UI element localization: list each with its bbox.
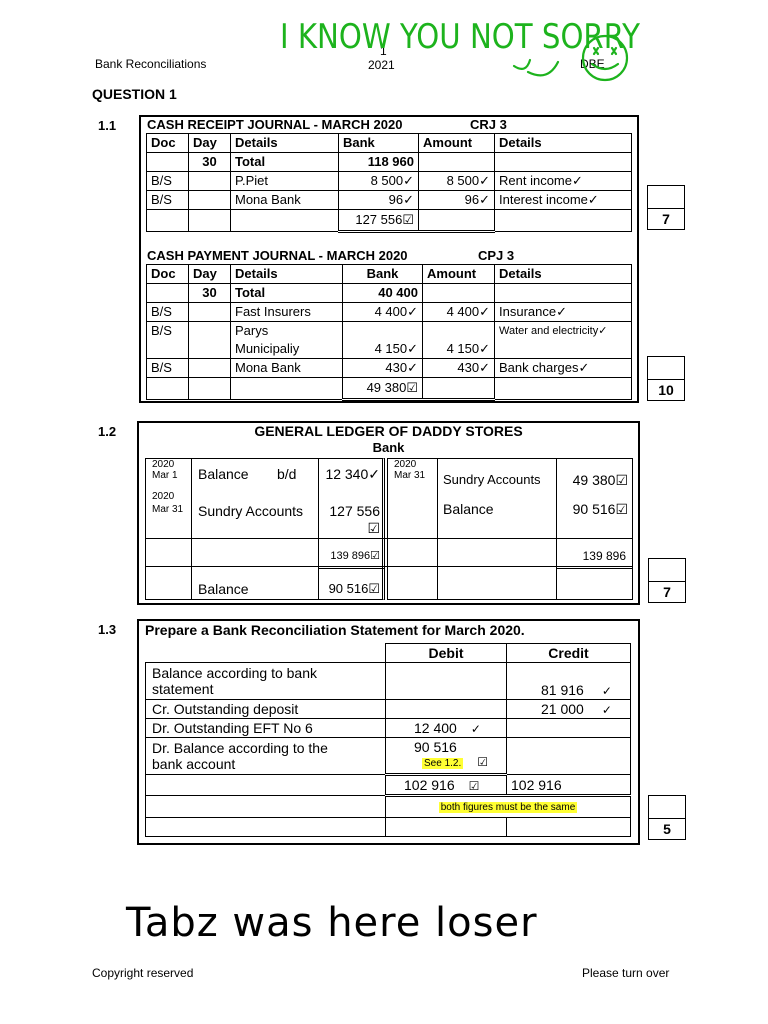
cpj-cell: 4 400✓ xyxy=(423,303,495,322)
header-year: 2021 xyxy=(368,58,395,72)
recon-debit xyxy=(386,700,507,719)
cpj-cell: Insurance✓ xyxy=(495,303,632,322)
recon-row xyxy=(146,663,631,700)
crj-cell: Mona Bank xyxy=(231,191,339,210)
cpj-cell xyxy=(423,284,495,303)
cpj-row xyxy=(147,322,632,341)
cpj-row xyxy=(147,359,632,378)
ledger-dr-amount-1: 12 340✓ xyxy=(325,466,380,482)
cpj-cell: Mona Bank xyxy=(231,359,343,378)
crj-total: 127 556☑ xyxy=(339,210,419,232)
graffiti-top-text: I KNOW YOU NOT SORRY xyxy=(280,17,640,57)
ledger-balance-amount: 90 516☑ xyxy=(328,581,380,596)
recon-credit xyxy=(507,663,631,700)
crj-cell: 96✓ xyxy=(419,191,495,210)
crj-cell: P.Piet xyxy=(231,172,339,191)
cpj-cell: Water and electricity✓ xyxy=(495,322,632,341)
cpj-cell: 430✓ xyxy=(423,359,495,378)
crj-ref: CRJ 3 xyxy=(470,117,507,132)
recon-row xyxy=(146,700,631,719)
cpj-total-row xyxy=(147,378,632,400)
recon-title: Prepare a Bank Reconciliation Statement for March 2020. xyxy=(145,622,525,638)
crj-cell: Interest income✓ xyxy=(495,191,632,210)
crj-cell: 96✓ xyxy=(339,191,419,210)
cpj-cell xyxy=(147,340,189,359)
recon-credit xyxy=(507,738,631,775)
ledger-cr-details-1: Sundry Accounts xyxy=(443,472,541,487)
ledger-dr-details-1: Balance xyxy=(198,466,249,482)
crj-cell: B/S xyxy=(147,191,189,210)
recon-desc: Balance according to bank statement xyxy=(146,663,386,700)
cpj-cell xyxy=(189,322,231,341)
ledger-title: GENERAL LEDGER OF DADDY STORES xyxy=(254,423,523,439)
cpj-row xyxy=(147,284,632,303)
recon-debit-value: 12 400 xyxy=(414,719,457,736)
ledger-dr-amount-2: 127 556 ☑ xyxy=(329,503,380,536)
recon-col-credit: Credit xyxy=(507,644,631,663)
q12-number: 1.2 xyxy=(98,424,117,439)
cpj-cell xyxy=(189,340,231,359)
footer-turn-over: Please turn over xyxy=(582,966,670,980)
recon-desc xyxy=(146,796,386,818)
crj-cell xyxy=(189,191,231,210)
ledger-cr-date-1: 2020 Mar 31 xyxy=(394,459,426,481)
q11-number: 1.1 xyxy=(98,118,117,133)
cpj-ref: CPJ 3 xyxy=(478,248,515,263)
cpj-cell: B/S xyxy=(147,359,189,378)
cpj-cell: B/S xyxy=(147,322,189,341)
crj-mark: 7 xyxy=(662,211,670,227)
cpj-cell: Total xyxy=(231,284,343,303)
recon-credit xyxy=(507,775,631,796)
ledger-cr-amount-2: 90 516☑ xyxy=(572,501,628,517)
recon-total-debit: 102 916 xyxy=(404,776,455,793)
recon-credit-value: 81 916 xyxy=(541,682,584,698)
crj-col-bank: Bank xyxy=(339,134,419,153)
recon-col-desc xyxy=(146,644,386,663)
cpj-cell: 430✓ xyxy=(343,359,423,378)
crj-cell: B/S xyxy=(147,172,189,191)
crj-total-row xyxy=(147,210,632,232)
crj-cell: 8 500✓ xyxy=(339,172,419,191)
check-icon: ✓ xyxy=(601,702,612,717)
cpj-col-amount: Amount xyxy=(423,265,495,284)
cpj-total: 49 380☑ xyxy=(343,378,423,400)
recon-debit-value: 90 516 xyxy=(414,739,457,755)
cpj-cell: 40 400 xyxy=(343,284,423,303)
ledger-dr-details-2: Sundry Accounts xyxy=(198,503,304,519)
cpj-cell: 4 150✓ xyxy=(423,340,495,359)
check-icon: ✓ xyxy=(470,721,481,736)
recon-debit xyxy=(386,738,507,775)
crj-row xyxy=(147,153,632,172)
crj-title: CASH RECEIPT JOURNAL - MARCH 2020 xyxy=(147,117,403,132)
recon-debit xyxy=(386,663,507,700)
graffiti-drawing xyxy=(280,0,640,82)
recon-mark-box xyxy=(648,795,686,840)
cpj-cell: 4 150✓ xyxy=(343,340,423,359)
recon-debit xyxy=(386,775,507,796)
cpj-table xyxy=(146,264,632,401)
ledger-account: Bank xyxy=(372,440,405,455)
cpj-cell xyxy=(495,340,632,359)
cpj-cell: Municipaliy xyxy=(231,340,343,359)
crj-cell: Total xyxy=(231,153,339,172)
crj-cell: Rent income✓ xyxy=(495,172,632,191)
question-heading: QUESTION 1 xyxy=(92,86,177,102)
check-icon: ☑ xyxy=(477,755,489,769)
ledger-dr-date-1: 2020 Mar 1 xyxy=(152,459,178,481)
cpj-cell xyxy=(189,303,231,322)
cpj-col-details2: Details xyxy=(495,265,632,284)
cpj-mark: 10 xyxy=(658,382,674,398)
cpj-cell xyxy=(147,284,189,303)
recon-row xyxy=(146,818,631,837)
crj-row xyxy=(147,172,632,191)
recon-desc: Dr. Balance according to the bank account xyxy=(146,738,386,775)
recon-desc: Dr. Outstanding EFT No 6 xyxy=(146,719,386,738)
q13-number: 1.3 xyxy=(98,622,117,637)
recon-total-row xyxy=(146,775,631,796)
cpj-col-day: Day xyxy=(189,265,231,284)
crj-cell xyxy=(419,153,495,172)
recon-credit xyxy=(507,719,631,738)
recon-mark: 5 xyxy=(663,821,671,837)
recon-total-credit: 102 916 xyxy=(511,776,562,793)
crj-cell: 8 500✓ xyxy=(419,172,495,191)
cpj-col-details: Details xyxy=(231,265,343,284)
crj-col-day: Day xyxy=(189,134,231,153)
cpj-title: CASH PAYMENT JOURNAL - MARCH 2020 xyxy=(147,248,408,263)
ledger-balance-details: Balance xyxy=(198,581,249,597)
cpj-row xyxy=(147,340,632,359)
recon-note-cell xyxy=(386,796,631,818)
recon-desc: Cr. Outstanding deposit xyxy=(146,700,386,719)
cpj-cell: 4 400✓ xyxy=(343,303,423,322)
ledger-cr-details-2: Balance xyxy=(443,501,494,517)
crj-col-details2: Details xyxy=(495,134,632,153)
ledger-dr-fol-1: b/d xyxy=(277,466,297,482)
ledger-cr-amount-1: 49 380☑ xyxy=(572,472,628,488)
cpj-row xyxy=(147,303,632,322)
ledger-mark-box xyxy=(648,558,686,603)
cpj-col-doc: Doc xyxy=(147,265,189,284)
header-title: Bank Reconciliations xyxy=(95,57,207,71)
recon-debit xyxy=(386,719,507,738)
recon-table xyxy=(145,643,631,837)
ledger-dr-date-2: 2020 Mar 31 xyxy=(152,491,184,515)
recon-credit-value: 21 000 xyxy=(541,700,584,717)
crj-cell xyxy=(189,172,231,191)
recon-note-row xyxy=(146,796,631,818)
recon-credit xyxy=(507,700,631,719)
recon-row xyxy=(146,719,631,738)
crj-mark-box xyxy=(647,185,685,230)
recon-note: both figures must be the same xyxy=(440,802,576,813)
cpj-mark-box xyxy=(647,356,685,401)
footer-copyright: Copyright reserved xyxy=(92,966,194,980)
crj-col-doc: Doc xyxy=(147,134,189,153)
cpj-cell xyxy=(189,359,231,378)
recon-col-debit: Debit xyxy=(386,644,507,663)
graffiti-bottom-text: Tabz was here loser xyxy=(126,900,538,946)
ledger-debit-total: 139 896☑ xyxy=(330,550,380,562)
crj-row xyxy=(147,191,632,210)
crj-cell: 118 960 xyxy=(339,153,419,172)
ledger-mark: 7 xyxy=(663,584,671,600)
crj-col-amount: Amount xyxy=(419,134,495,153)
cpj-cell xyxy=(343,322,423,341)
cpj-cell xyxy=(495,284,632,303)
page-number: 1 xyxy=(380,44,387,58)
crj-col-details: Details xyxy=(231,134,339,153)
cpj-cell: B/S xyxy=(147,303,189,322)
cpj-cell xyxy=(423,322,495,341)
recon-row xyxy=(146,738,631,775)
crj-table xyxy=(146,133,632,233)
cpj-col-bank: Bank xyxy=(343,265,423,284)
cpj-cell: 30 xyxy=(189,284,231,303)
check-icon: ✓ xyxy=(601,684,612,698)
cpj-cell: Bank charges✓ xyxy=(495,359,632,378)
recon-desc xyxy=(146,775,386,796)
crj-cell xyxy=(147,153,189,172)
crj-cell: 30 xyxy=(189,153,231,172)
check-icon: ☑ xyxy=(468,778,480,793)
crj-cell xyxy=(495,153,632,172)
cpj-cell: Fast Insurers xyxy=(231,303,343,322)
see-note: See 1.2. xyxy=(424,758,462,769)
cpj-cell: Parys xyxy=(231,322,343,341)
header-dbe: DBE xyxy=(580,57,605,71)
ledger-credit-total: 139 896 xyxy=(582,549,626,563)
